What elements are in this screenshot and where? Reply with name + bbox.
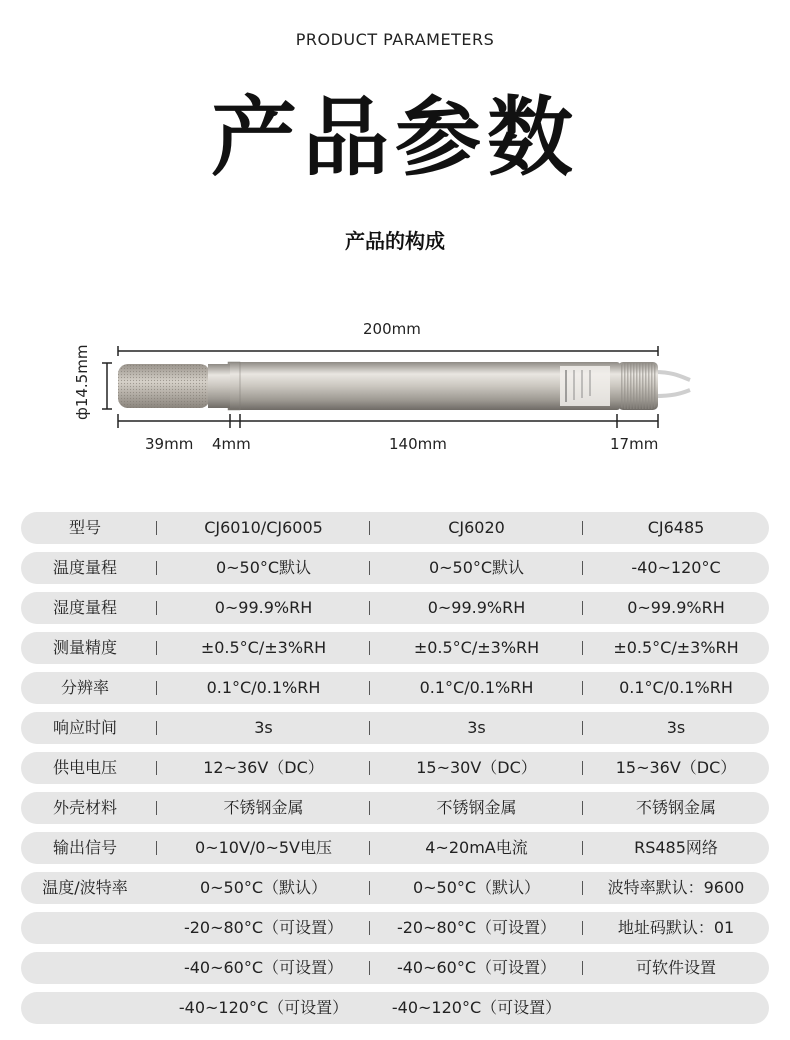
column-divider — [369, 801, 370, 815]
cj6010-value: CJ6010/CJ6005 — [204, 518, 323, 537]
cj6485-value: RS485网络 — [634, 838, 718, 857]
cj6010-value: 0~99.9%RH — [214, 598, 313, 617]
cj6010-value: ±0.5°C/±3%RH — [200, 638, 327, 657]
cj6010-value: 0~50°C（默认） — [199, 878, 328, 897]
cj6485-value: 波特率默认：9600 — [607, 878, 745, 897]
column-divider — [156, 601, 157, 615]
param-label: 湿度量程 — [52, 598, 117, 617]
cj6020-value: 4~20mA电流 — [425, 838, 528, 857]
column-divider — [156, 681, 157, 695]
column-divider — [582, 921, 583, 935]
column-divider — [369, 721, 370, 735]
cj6485-value: 可软件设置 — [635, 958, 716, 977]
column-divider — [582, 641, 583, 655]
param-label — [21, 912, 149, 944]
column-divider — [582, 521, 583, 535]
param-label: 测量精度 — [52, 638, 117, 657]
column-divider — [582, 721, 583, 735]
cj6010-value: -40~120°C（可设置） — [178, 998, 349, 1017]
segment-2-label: 4mm — [212, 435, 251, 453]
table-row — [21, 992, 769, 1024]
cj6020-value: 不锈钢金属 — [436, 798, 517, 817]
column-divider — [369, 681, 370, 695]
param-label: 温度/波特率 — [42, 878, 128, 897]
column-divider — [369, 841, 370, 855]
column-divider — [582, 761, 583, 775]
column-divider — [582, 801, 583, 815]
param-label: 温度量程 — [52, 558, 117, 577]
table-row — [21, 512, 769, 544]
table-row — [21, 632, 769, 664]
column-divider — [369, 601, 370, 615]
column-divider — [582, 561, 583, 575]
segment-3-label: 140mm — [389, 435, 447, 453]
cj6020-value: 15~30V（DC） — [416, 758, 537, 777]
cj6020-value: CJ6020 — [448, 518, 505, 537]
cj6485-value — [583, 992, 769, 1024]
cj6020-value: 0~50°C（默认） — [412, 878, 541, 897]
page-title: 产品参数 — [211, 88, 579, 188]
column-divider — [369, 521, 370, 535]
segment-1-label: 39mm — [145, 435, 194, 453]
length-dimension-line — [118, 346, 658, 356]
table-row — [21, 552, 769, 584]
table-row — [21, 792, 769, 824]
cj6485-value: CJ6485 — [647, 518, 705, 537]
cj6485-value: 15~36V（DC） — [615, 758, 737, 777]
table-row — [21, 832, 769, 864]
column-divider — [582, 601, 583, 615]
cj6020-value: 0~50°C默认 — [428, 558, 525, 577]
table-row — [21, 592, 769, 624]
column-divider — [156, 561, 157, 575]
cable — [655, 372, 690, 380]
param-label — [21, 992, 149, 1024]
param-label: 型号 — [68, 518, 101, 537]
parameter-table — [21, 512, 769, 1032]
column-divider — [582, 961, 583, 975]
param-label: 供电电压 — [52, 758, 117, 777]
column-divider — [156, 841, 157, 855]
segment-4-label: 17mm — [610, 435, 659, 453]
cj6010-value: 12~36V（DC） — [203, 758, 324, 777]
cj6485-value: ±0.5°C/±3%RH — [613, 638, 739, 657]
cj6485-value: 3s — [666, 718, 686, 737]
section-title: 产品的构成 — [345, 229, 445, 253]
cj6010-value: 0~50°C默认 — [215, 558, 312, 577]
cj6020-value: 3s — [467, 718, 486, 737]
cj6010-value: 不锈钢金属 — [223, 798, 304, 817]
product-label — [560, 366, 610, 406]
column-divider — [369, 641, 370, 655]
column-divider — [369, 961, 370, 975]
column-divider — [156, 761, 157, 775]
column-divider — [369, 881, 370, 895]
cj6010-value: 3s — [254, 718, 273, 737]
param-label: 分辨率 — [60, 678, 109, 697]
cj6485-value: 不锈钢金属 — [635, 798, 716, 817]
cj6020-value: 0.1°C/0.1%RH — [419, 678, 534, 697]
column-divider — [156, 801, 157, 815]
column-divider — [156, 721, 157, 735]
param-label: 响应时间 — [52, 718, 117, 737]
table-row — [21, 872, 769, 904]
cj6020-value: -20~80°C（可设置） — [396, 918, 557, 937]
column-divider — [369, 921, 370, 935]
cj6020-value: ±0.5°C/±3%RH — [413, 638, 540, 657]
cj6485-value: 0~99.9%RH — [627, 598, 725, 617]
subtitle-en: PRODUCT PARAMETERS — [295, 30, 495, 49]
column-divider — [369, 761, 370, 775]
column-divider — [582, 881, 583, 895]
column-divider — [156, 641, 157, 655]
table-row — [21, 672, 769, 704]
param-label: 输出信号 — [52, 838, 117, 857]
cj6485-value: 0.1°C/0.1%RH — [619, 678, 733, 697]
cj6020-value: -40~60°C（可设置） — [396, 958, 557, 977]
diameter-dimension-line — [102, 363, 112, 409]
param-label: 外壳材料 — [52, 798, 117, 817]
cj6020-value: 0~99.9%RH — [427, 598, 526, 617]
cj6010-value: 0.1°C/0.1%RH — [206, 678, 321, 697]
table-row — [21, 912, 769, 944]
table-row — [21, 712, 769, 744]
segment-dimension-line — [118, 414, 658, 428]
cj6010-value: -40~60°C（可设置） — [183, 958, 344, 977]
cj6485-value: 地址码默认：01 — [617, 918, 735, 937]
param-label — [21, 952, 149, 984]
diameter-label: ф14.5mm — [73, 344, 91, 420]
cj6485-value: -40~120°C — [631, 558, 721, 577]
cj6010-value: 0~10V/0~5V电压 — [195, 838, 332, 857]
table-row — [21, 752, 769, 784]
column-divider — [369, 561, 370, 575]
column-divider — [582, 841, 583, 855]
column-divider — [156, 521, 157, 535]
table-row — [21, 952, 769, 984]
cj6020-value: -40~120°C（可设置） — [391, 998, 562, 1017]
total-length-label: 200mm — [363, 320, 421, 338]
cj6010-value: -20~80°C（可设置） — [183, 918, 344, 937]
column-divider — [582, 681, 583, 695]
